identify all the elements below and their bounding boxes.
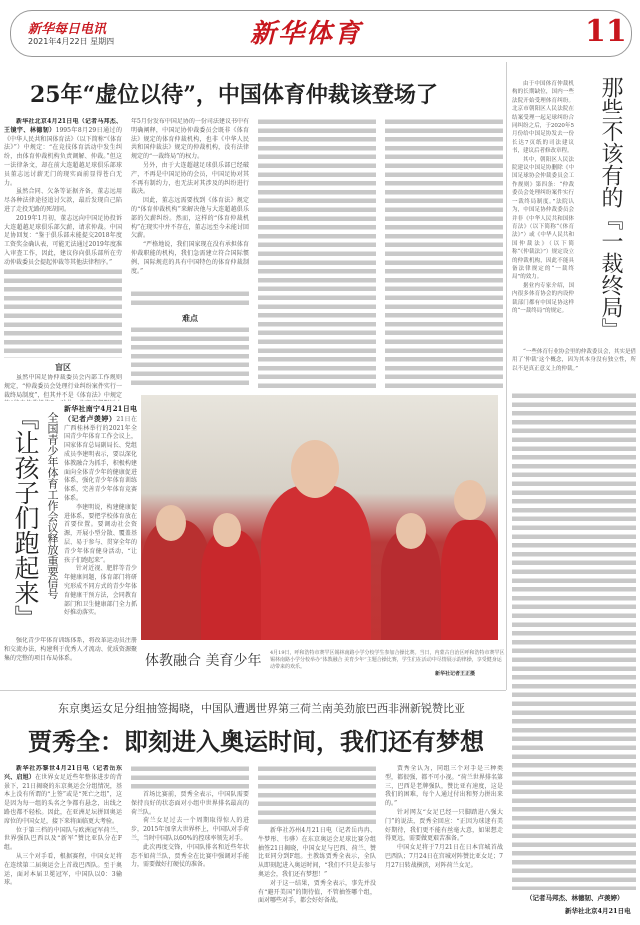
- paragraph: 据业内专家介绍，国内很多体育协会的内设仲裁部门都有中国足协这样的“一裁终局”的规定。: [512, 282, 574, 314]
- paragraph: 针对近视、肥胖等青少年健康问题，体育部门将研究形成不同方式的青少年体育健康干预方法，会同教育部门和卫生健康部门全力抓好推动落实。: [64, 565, 137, 617]
- paragraph: “一些体育行业协会里的仲裁委员会，其实是借用了‘仲裁’这个概念，因为其本身没有独立性，所以不是真正意义上的仲裁。”: [512, 349, 636, 372]
- text-block: [131, 290, 249, 308]
- paragraph: 针对网友“女足已经一只脚踏进八强大门”的说法，贾秀全回应：“正因为球迷有美好期待，我们更不能有丝毫大意，如果想走得更远，需要做更艰苦准备。”: [385, 808, 503, 843]
- page-number: 11: [585, 14, 627, 49]
- article1-col1: [4, 118, 122, 358]
- column-right-body-top: [512, 80, 574, 342]
- paragraph: 在世界女足近些年整体进步的背景下，21日揭晓的东京奥运会分组情况，基本上没有所谓的“上签”或是“死亡之组”，这是因为每一组的头名之争都有悬念，出线之路也都不轻松。因此，在亚洲足坛拼回奥运席位的中国女足，接下来将面临更大考验。: [4, 773, 122, 825]
- photo-title: 体教融合 美育少年: [145, 653, 262, 669]
- text-block: [131, 326, 249, 386]
- paragraph: 其中，朝阳区人民法院建议中国足协删除《中国足球协会仲裁委员会工作规则》第四条：“仲裁委员会处理纠纷案件实行一裁终局制度。”法院认为，中国足协仲裁委员会并非《中华人民共和国体育法》（以下简称“《体育法》”）或《中华人民共和国仲裁法》（以下简称“《仲裁法》”）规定设立的仲裁机构，因此不能具备法律规定的“一裁终局”的效力。: [512, 156, 574, 281]
- paragraph: 首场比赛前，贾秀全表示，中国队需要保持良好的状态面对小组中世界排名最高的荷兰队。: [131, 791, 249, 816]
- photo-caption: [270, 650, 505, 678]
- photo-credit: 新华社记者王正摄: [434, 671, 475, 677]
- paragraph: 强化青少年体育训练体系，将改革运动员注册和交流办法，构建利于优秀人才流动、优质资源聚集的完整的项目布局体系。: [4, 637, 137, 662]
- article2-dateline: 新华社苏黎世4月21日电（记者岳东兴、启旭）: [4, 765, 122, 781]
- column-right-body: [512, 392, 636, 890]
- youth-deck: 全国青少年体育工作会议释放重要信号: [46, 412, 59, 599]
- paragraph: 年5月份发布中国足协的一份司法建议书中有明确阐释，中国足协仲裁委员会既非《体育法》规定的体育仲裁机构，也非《中华人民共和国仲裁法》规定的仲裁机构，没有法律规定的“一裁终局”的权力。: [131, 118, 249, 161]
- article2-col4: [385, 765, 503, 921]
- article1-subhead: 盲区: [55, 362, 71, 372]
- article1-col4: [385, 118, 503, 388]
- column-right-byline: （记者马邦杰、林德韧、卢羡婷）: [526, 894, 624, 902]
- caption-text: 4月19日，呼和浩特市赛罕区锡林南路小学分校学生参加合操比赛。当日，内蒙古自治区呼和浩特市赛罕区锡林南路小学分校举办“体教融合 美育少年”主题合操比赛，学生们在活动中尽情展示韵律操，享受健身运动带来的欢乐。: [270, 650, 505, 670]
- paragraph: 中国女足将于7月21日在日本宫城首战巴西队；7月24日在宫城对阵赞比亚女足；7月27日转战横滨，对阵荷兰女足。: [385, 844, 503, 869]
- photo-children-dancing: [141, 395, 498, 640]
- paragraph: 新华社苏州4月21日电（记者岳冉冉、牛梦彤、韦骅）在东京奥运会足球比赛分组抽签21日揭晓，中国女足与巴西、荷兰、赞比亚同分到F组。主教练贾秀全表示，全队从即刻起进入奥运时间，“我们不只是去参与奥运会，我们还有梦想！”: [258, 827, 376, 878]
- paragraph: 由于中国体育仲裁机构的长期缺位，国内一些法院开始受理体育纠纷。北京市朝阳区人民法院在结案受理一起足球纠纷合同纠纷之后，于2020年5月份给中国足协发去一份长达7页纸的司法建议书，建议后者修改章程。: [512, 81, 574, 155]
- section-title: 新华体育: [250, 19, 363, 49]
- article2-col2: [131, 765, 249, 921]
- paragraph: 虽然合同、欠条等证据齐备，董志远用尽各种法律途径追讨欠款，最后发现自己陷进了走投无路的死胡同。: [4, 188, 122, 213]
- article2-headline: 贾秀全：即刻进入奥运时间，我们还有梦想: [28, 727, 484, 756]
- paragraph: 虽然中国足协仲裁委员会内部工作规则规定，“仲裁委员会处理行业纠纷案件实行一裁终局制度”，但其并不是《体育法》中规定: [4, 374, 122, 399]
- article2-col3: [258, 765, 376, 921]
- paragraph: 从三个对手看，根据赛程，中国女足将在连续第二届奥运会上首战巴西队。至于奥运，面对本届卫冕冠军，中国队以0：3输球。: [4, 852, 122, 887]
- paragraph: 1995年8月29日通过的《中华人民共和国体育法》（以下简称“《体育法》”）中规定：“在竞技体育活动中发生纠纷，由体育仲裁机构负责调解、仲裁。”但这一法律条文，却在前大连超越足球俱乐部球员董志远讨薪无门的现实面前显得苍白无力。: [4, 126, 122, 187]
- paragraph: “严格地说，我们国家现在没有承担体育仲裁职能的机构，我们急需建立符合国际惯例、国际规范的具有中国特色的体育仲裁制度。”: [131, 241, 249, 275]
- divider: [506, 62, 507, 690]
- paragraph: 2019年1月初，董志远向中国足协投诉大连超越足球俱乐部欠薪，请求仲裁。中国足协回复：“鉴于俱乐部未能提交2018年度工资奖金确认表，可能无法通过2019年度准入审查工作，因此，建议你向俱乐部所在劳动仲裁委员会提起仲裁等其他法律程序。”: [4, 214, 122, 266]
- paragraph: 另外，由于大连超越足球俱乐部已经破产，不再是中国足协的会员，中国足协对其不再有制约力，也无法对其涉及的纠纷进行裁决。: [131, 161, 249, 196]
- youth-dateline: 新华社南宁4月21日电（记者卢羡婷）: [64, 405, 137, 423]
- article2-col1: [4, 765, 122, 921]
- paragraph: 李建明说，构建健康促进体系，要把学校体育放在首要位置。要调动社会资源，开展小型分散、覆盖基层、易于参与、贯穿全年的青少年体育健身活动，“让孩子们跑起来”。: [64, 503, 137, 564]
- article1-col3: [258, 118, 376, 388]
- divider: [0, 690, 506, 691]
- paragraph: 贾秀全认为，同组三个对手是三种类型，都很强，都不可小视。“荷兰世界排名第三，巴西是老牌强队，赞比亚有速度，这是我们的困难，每个人通过付出和努力拼出来的。”: [385, 765, 503, 808]
- paragraph: 21日在广西桂林举行的2021年全国青少年体育工作会议上，国家体育总局副局长、党组成员李建明表示，要以深化体教融合为抓手，积极构建面向全体青少年的健康促进体系，强化青少年体育训练体系，完善青少年体育竞赛体系。: [64, 415, 137, 502]
- article1-dateline: 新华社北京4月21日电（记者马邦杰、王镜宇、林德韧）: [4, 118, 122, 134]
- youth-body: [64, 405, 137, 635]
- issue-date: 2021年4月22日 星期四: [28, 37, 115, 46]
- subhead-difficulty: 难点: [182, 313, 198, 323]
- article1-col2: [131, 118, 249, 288]
- paragraph: 对于这一结果，贾秀全表示，事先并没有“避开美国”的期待值，不管抽签哪个组，面对哪些对手，都会好好备战。: [258, 879, 376, 905]
- youth-headline: 『让孩子们跑起来』: [11, 405, 40, 630]
- paragraph: 荷兰女足过去一个周期取得惊人的进步，2015年加拿大世界杯上，中国队对手荷兰，当时中国队以60%的控球率领先对手。: [131, 817, 249, 842]
- paper-logo: 新华每日电讯: [28, 22, 107, 37]
- paragraph: 因此，董志远需要找到《体育法》规定的“体育仲裁机构”来解决他与大连超越俱乐部的欠薪纠纷。然而，这样的“体育仲裁机构”在现实中并不存在，董志远至今未能讨回欠薪。: [131, 197, 249, 240]
- paragraph: 此次再度交锋，中国队排名和近些年状态不如荷兰队，贾秀全在比赛中强调对手能力，需要做好打硬仗的准备。: [131, 843, 249, 869]
- article2-deck: 东京奥运女足分组抽签揭晓，中国队遭遇世界第三荷兰南美劲旅巴西非洲新锐赞比亚: [58, 702, 465, 715]
- article1-headline: 25年“虚位以待”，中国体育仲裁该登场了: [30, 82, 438, 108]
- column-right-headline: 那些不该有的『一裁终局』: [598, 76, 623, 340]
- column-right-dateline: 新华社北京4月21日电: [565, 907, 631, 915]
- paragraph: 位于第三档的中国队与欧洲冠军荷兰、世界强队巴西以及“新军”赞比亚队分在F组。: [4, 826, 122, 852]
